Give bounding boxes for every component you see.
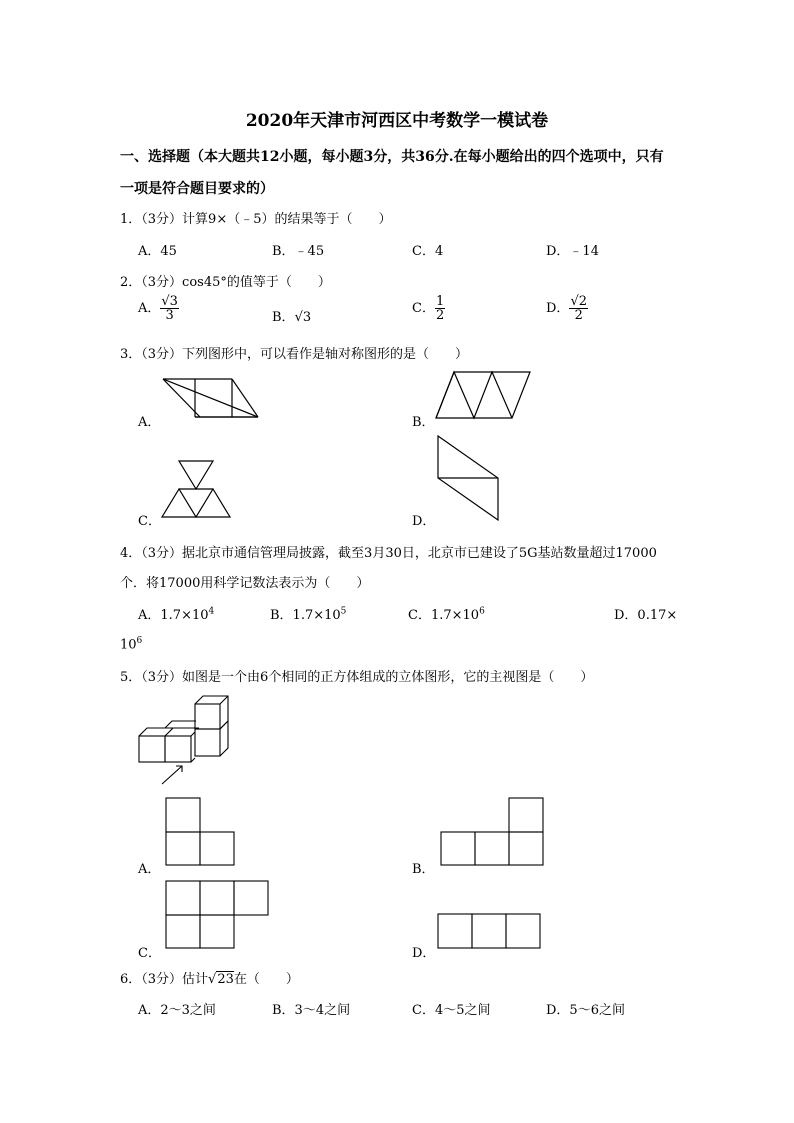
q3-option-c: C． [138, 514, 161, 529]
q2-option-c-label: C． [412, 301, 435, 316]
q2-option-c-denominator: 2 [435, 308, 445, 323]
q6-option-a: A．2～3之间 [138, 1003, 216, 1018]
q4-option-b-exponent: 5 [340, 606, 347, 617]
q6-option-c: C．4～5之间 [412, 1003, 491, 1018]
q5-option-c: C． [138, 946, 161, 961]
q5-stem: 5．（3分）如图是一个由6个相同的正方体组成的立体图形，它的主视图是（ ） [120, 670, 594, 685]
q3-figure-a [160, 376, 262, 420]
q1-option-c: C．4 [412, 244, 444, 259]
q3-option-b: B． [412, 415, 435, 430]
q5-figure-b [440, 797, 546, 867]
q6-option-b: B．3～4之间 [272, 1003, 351, 1018]
q6-radical-sign: √ [208, 972, 217, 987]
q4-option-d-base-cont: 10 [120, 637, 137, 653]
page-title: 2020年天津市河西区中考数学一模试卷 [245, 111, 549, 131]
q4-option-a-base: A．1.7×10 [138, 608, 209, 623]
q4-option-b-base: B．1.7×10 [270, 608, 341, 623]
q4-option-a-exponent: 4 [208, 606, 215, 617]
q2-option-d [546, 295, 588, 322]
q2-option-d-denominator: 2 [574, 308, 583, 323]
q6-radicand: 23 [217, 972, 234, 987]
q6-stem-prefix: 6．（3分）估计 [120, 972, 209, 987]
q6-option-d: D．5～6之间 [546, 1003, 625, 1018]
q2-stem: 2．（3分）cos45°的值等于（ ） [120, 275, 331, 290]
q2-option-c [412, 295, 445, 322]
section-heading-line1: 一、选择题（本大题共12小题，每小题3分，共36分.在每小题给出的四个选项中，只有 [120, 149, 664, 165]
q2-option-a-label: A． [138, 301, 161, 316]
q2-option-d-numerator: √2 [570, 294, 587, 309]
q4-option-c-base: C．1.7×10 [408, 608, 480, 623]
q4-stem-line2: 个．将17000用科学记数法表示为（ ） [120, 576, 370, 591]
q4-option-d: D．0.17× [614, 608, 678, 623]
q4-option-a [138, 604, 214, 623]
q1-stem: 1．（3分）计算9×（﹣5）的结果等于（ ） [120, 212, 392, 227]
q5-option-a: A． [138, 862, 161, 877]
q1-option-b: B．﹣45 [272, 244, 325, 259]
q2-option-a [138, 295, 179, 322]
q2-option-a-denominator: 3 [165, 308, 174, 323]
q4-option-c [408, 604, 485, 623]
q6-stem-suffix: 在（ ） [233, 972, 299, 987]
q5-option-b: B． [412, 862, 435, 877]
q3-figure-c [162, 458, 232, 520]
q2-option-b-value: √3 [294, 310, 312, 325]
q5-figure-c [165, 880, 271, 950]
q5-option-d: D． [412, 946, 436, 961]
q2-option-c-fraction [435, 295, 445, 322]
q6-stem [120, 968, 299, 987]
q1-option-d: D．﹣14 [546, 244, 599, 259]
q2-option-d-label: D． [546, 301, 570, 316]
q3-option-a: A． [138, 415, 161, 430]
q3-figure-b [436, 370, 534, 420]
q5-solid-figure [136, 694, 232, 786]
q5-figure-d [437, 913, 543, 951]
q5-figure-a [165, 797, 237, 867]
q2-option-d-fraction [569, 295, 588, 322]
q4-stem-line1: 4．（3分）据北京市通信管理局披露，截至3月30日，北京市已建设了5G基站数量超过17000 [120, 546, 657, 561]
q3-stem: 3．（3分）下列图形中，可以看作是轴对称图形的是（ ） [120, 347, 469, 362]
q2-option-a-fraction [160, 295, 179, 322]
q3-figure-d [436, 434, 500, 522]
section-heading-line2: 一项是符合题目要求的） [120, 181, 274, 197]
q2-option-a-numerator: √3 [161, 294, 178, 309]
q2-option-b-label: B． [272, 310, 295, 325]
q1-option-a: A．45 [138, 244, 177, 259]
q2-option-c-numerator: 1 [435, 294, 445, 309]
q4-option-b [270, 604, 346, 623]
q4-option-d-continuation [120, 636, 142, 652]
q4-option-c-exponent: 6 [479, 606, 485, 617]
q2-option-b [272, 306, 311, 325]
q4-option-d-exponent: 6 [136, 636, 143, 646]
q3-option-d: D． [412, 514, 436, 529]
